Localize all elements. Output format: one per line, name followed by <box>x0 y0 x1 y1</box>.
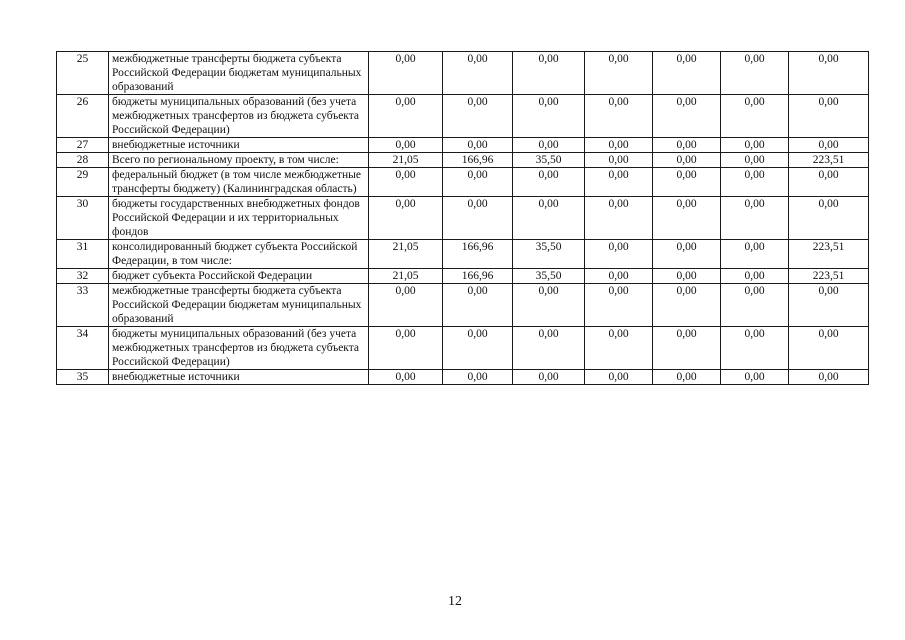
table-row <box>57 269 869 284</box>
row-value-4: 0,00 <box>585 284 653 327</box>
row-value-1: 0,00 <box>369 370 443 385</box>
row-value-3: 0,00 <box>513 284 585 327</box>
row-value-5: 0,00 <box>653 168 721 197</box>
row-value-4: 0,00 <box>585 240 653 269</box>
row-number: 27 <box>57 138 109 153</box>
row-value-3: 0,00 <box>513 168 585 197</box>
row-label: бюджеты государственных внебюджетных фондов Российской Федерации и их территориальных фондов <box>109 197 369 240</box>
row-value-2: 166,96 <box>443 269 513 284</box>
row-value-3: 35,50 <box>513 269 585 284</box>
row-value-6: 0,00 <box>721 197 789 240</box>
row-value-7: 223,51 <box>789 153 869 168</box>
row-value-7: 0,00 <box>789 52 869 95</box>
row-value-7: 0,00 <box>789 168 869 197</box>
row-value-1: 21,05 <box>369 269 443 284</box>
row-value-1: 0,00 <box>369 95 443 138</box>
row-value-5: 0,00 <box>653 284 721 327</box>
row-value-7: 0,00 <box>789 284 869 327</box>
row-number: 34 <box>57 327 109 370</box>
row-value-6: 0,00 <box>721 52 789 95</box>
row-value-7: 0,00 <box>789 370 869 385</box>
row-number: 30 <box>57 197 109 240</box>
row-label: бюджеты муниципальных образований (без учета межбюджетных трансфертов из бюджета субъекта Российской Федерации) <box>109 327 369 370</box>
row-value-7: 0,00 <box>789 95 869 138</box>
row-value-7: 0,00 <box>789 327 869 370</box>
row-value-5: 0,00 <box>653 52 721 95</box>
row-value-3: 0,00 <box>513 138 585 153</box>
row-value-4: 0,00 <box>585 95 653 138</box>
row-value-2: 0,00 <box>443 327 513 370</box>
row-value-2: 166,96 <box>443 153 513 168</box>
row-value-6: 0,00 <box>721 284 789 327</box>
row-value-1: 21,05 <box>369 153 443 168</box>
row-value-7: 223,51 <box>789 240 869 269</box>
row-value-1: 0,00 <box>369 327 443 370</box>
row-value-6: 0,00 <box>721 269 789 284</box>
row-value-1: 21,05 <box>369 240 443 269</box>
table-row <box>57 370 869 385</box>
row-value-3: 0,00 <box>513 327 585 370</box>
table-row <box>57 52 869 95</box>
row-value-4: 0,00 <box>585 327 653 370</box>
row-value-6: 0,00 <box>721 168 789 197</box>
row-number: 28 <box>57 153 109 168</box>
page-number: 12 <box>448 594 462 609</box>
row-label: бюджеты муниципальных образований (без учета межбюджетных трансфертов из бюджета субъекта Российской Федерации) <box>109 95 369 138</box>
row-value-3: 35,50 <box>513 240 585 269</box>
row-value-2: 0,00 <box>443 197 513 240</box>
row-value-1: 0,00 <box>369 138 443 153</box>
row-label: консолидированный бюджет субъекта Российской Федерации, в том числе: <box>109 240 369 269</box>
row-value-3: 0,00 <box>513 197 585 240</box>
table-row <box>57 95 869 138</box>
row-label: внебюджетные источники <box>109 370 369 385</box>
row-value-2: 0,00 <box>443 95 513 138</box>
table-row <box>57 138 869 153</box>
row-value-1: 0,00 <box>369 197 443 240</box>
row-value-2: 0,00 <box>443 284 513 327</box>
row-value-2: 0,00 <box>443 370 513 385</box>
row-number: 33 <box>57 284 109 327</box>
row-number: 29 <box>57 168 109 197</box>
row-value-7: 223,51 <box>789 269 869 284</box>
row-number: 32 <box>57 269 109 284</box>
row-value-3: 0,00 <box>513 370 585 385</box>
row-value-5: 0,00 <box>653 269 721 284</box>
table-row <box>57 284 869 327</box>
row-label: межбюджетные трансферты бюджета субъекта Российской Федерации бюджетам муниципальных образований <box>109 284 369 327</box>
row-value-2: 0,00 <box>443 138 513 153</box>
row-value-1: 0,00 <box>369 284 443 327</box>
row-label: Всего по региональному проекту, в том числе: <box>109 153 369 168</box>
row-value-6: 0,00 <box>721 327 789 370</box>
row-value-5: 0,00 <box>653 197 721 240</box>
row-value-1: 0,00 <box>369 52 443 95</box>
row-value-5: 0,00 <box>653 370 721 385</box>
row-value-6: 0,00 <box>721 138 789 153</box>
row-value-4: 0,00 <box>585 138 653 153</box>
row-value-6: 0,00 <box>721 370 789 385</box>
row-value-5: 0,00 <box>653 327 721 370</box>
table-row <box>57 197 869 240</box>
row-value-4: 0,00 <box>585 168 653 197</box>
row-value-6: 0,00 <box>721 240 789 269</box>
row-value-6: 0,00 <box>721 95 789 138</box>
row-number: 31 <box>57 240 109 269</box>
table-row <box>57 327 869 370</box>
row-value-2: 0,00 <box>443 52 513 95</box>
row-value-4: 0,00 <box>585 269 653 284</box>
row-value-1: 0,00 <box>369 168 443 197</box>
row-value-2: 0,00 <box>443 168 513 197</box>
row-value-5: 0,00 <box>653 153 721 168</box>
table-body <box>57 52 869 385</box>
row-label: внебюджетные источники <box>109 138 369 153</box>
row-value-5: 0,00 <box>653 95 721 138</box>
row-label: федеральный бюджет (в том числе межбюджетные трансферты бюджету) (Калининградская область) <box>109 168 369 197</box>
row-value-4: 0,00 <box>585 52 653 95</box>
row-value-7: 0,00 <box>789 197 869 240</box>
row-value-6: 0,00 <box>721 153 789 168</box>
row-number: 26 <box>57 95 109 138</box>
row-value-2: 166,96 <box>443 240 513 269</box>
row-value-7: 0,00 <box>789 138 869 153</box>
row-value-4: 0,00 <box>585 370 653 385</box>
row-value-3: 35,50 <box>513 153 585 168</box>
row-number: 35 <box>57 370 109 385</box>
table-row <box>57 153 869 168</box>
table-row <box>57 240 869 269</box>
row-value-5: 0,00 <box>653 240 721 269</box>
row-label: межбюджетные трансферты бюджета субъекта Российской Федерации бюджетам муниципальных образований <box>109 52 369 95</box>
row-value-4: 0,00 <box>585 197 653 240</box>
row-label: бюджет субъекта Российской Федерации <box>109 269 369 284</box>
budget-table <box>56 51 869 385</box>
row-number: 25 <box>57 52 109 95</box>
row-value-5: 0,00 <box>653 138 721 153</box>
table-row <box>57 168 869 197</box>
row-value-3: 0,00 <box>513 52 585 95</box>
row-value-3: 0,00 <box>513 95 585 138</box>
row-value-4: 0,00 <box>585 153 653 168</box>
